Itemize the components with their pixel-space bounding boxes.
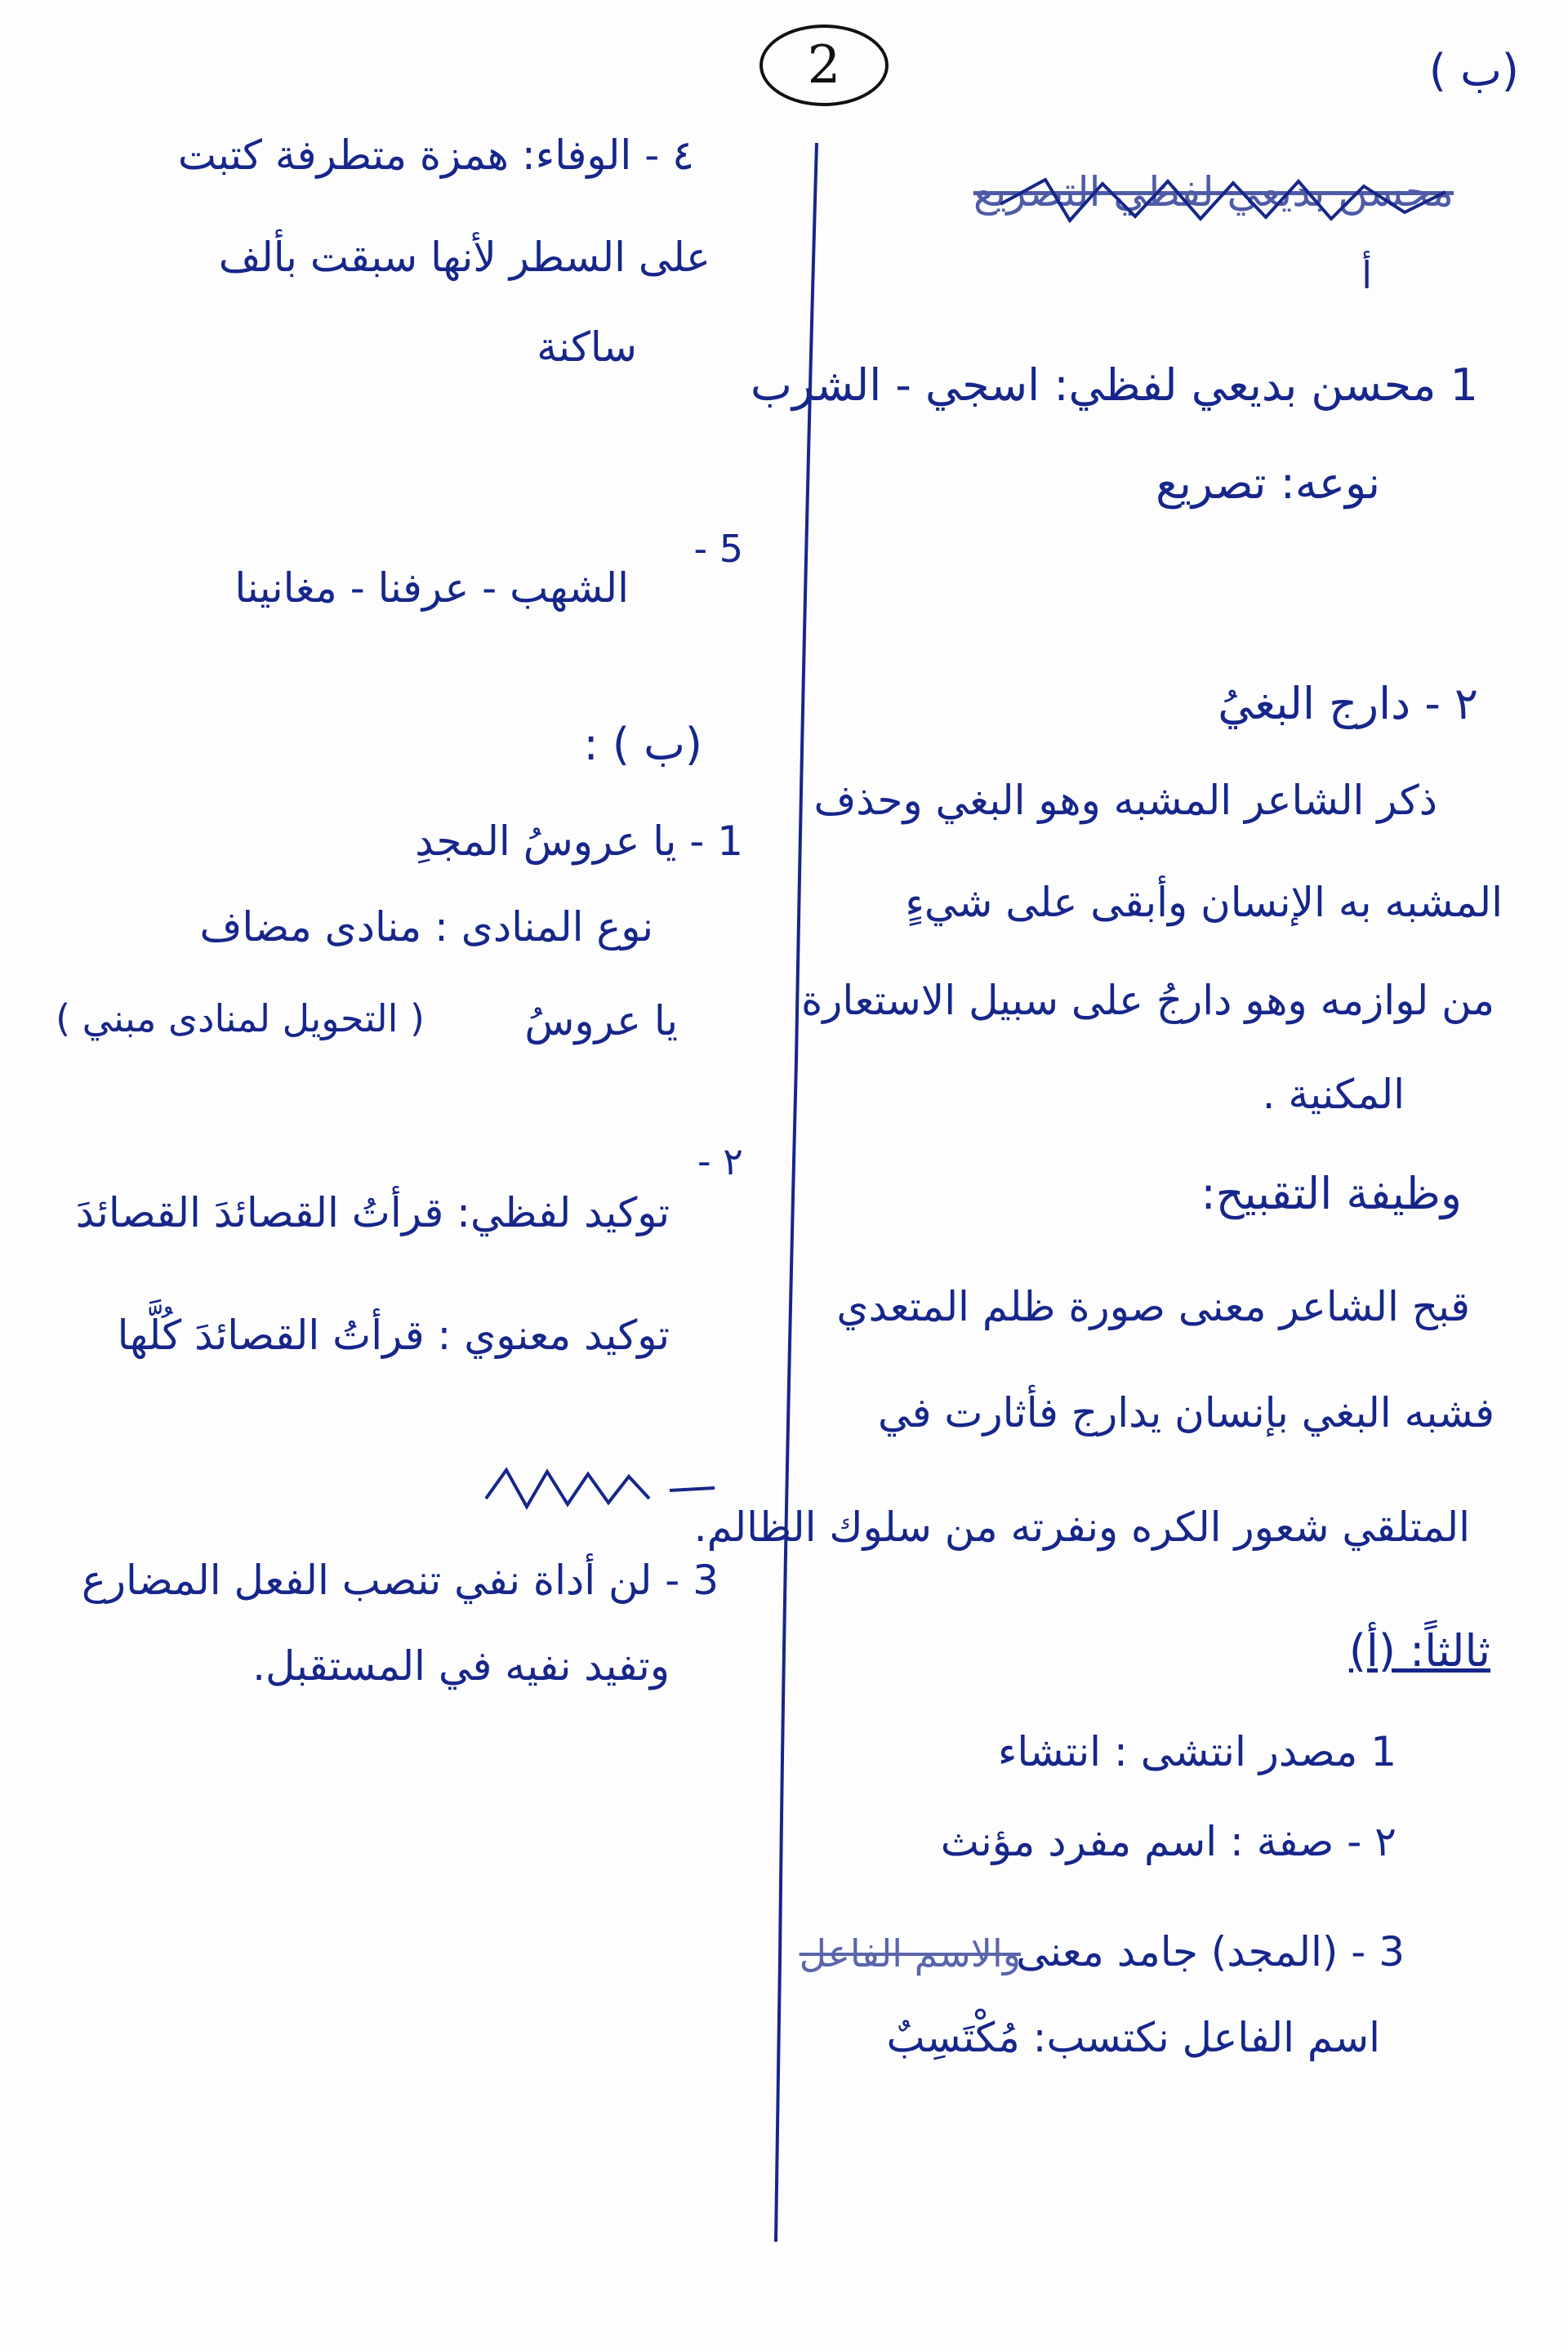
function-line1: قبح الشاعر معنى صورة ظلم المتعدي: [836, 1283, 1470, 1330]
left-b3-line1: 3 - لن أداة نفي تنصب الفعل المضارع: [81, 1557, 719, 1604]
right-item2-line1: ذكر الشاعر المشبه وهو البغي وحذف: [813, 777, 1437, 824]
right-item2-line4: المكنية .: [1262, 1071, 1405, 1118]
right-item2-line2: المشبه به الإنسان وأبقى على شيءٍ: [905, 879, 1503, 926]
right-item1-line1: 1 محسن بديعي لفظي: اسجي - الشرب: [750, 359, 1478, 411]
function-line3: المتلقي شعور الكره ونفرته من سلوك الظالم.: [693, 1503, 1470, 1551]
left-section-b-header: (ب ) :: [583, 719, 702, 770]
third-item3: 3 - (المجد) جامد معنى: [1016, 1928, 1405, 1976]
function-label: وظيفة التقبيح:: [1200, 1168, 1462, 1219]
crossed-mark: أ: [1361, 253, 1372, 297]
third-item2: ٢ - صفة : اسم مفرد مؤنث: [940, 1818, 1396, 1865]
right-item2-heading: ٢ - دارج البغيُ: [1218, 678, 1478, 729]
function-line2: فشبه البغي بإنسان يدارج فأثارت في: [877, 1389, 1494, 1437]
third-item3-crossed: والاسم الفاعل: [799, 1931, 1021, 1976]
page-number: 2: [807, 35, 841, 96]
third-section-heading: ثالثاً: (أ): [1348, 1625, 1490, 1677]
left-b1-line1: 1 - يا عروسُ المجدِ: [415, 817, 743, 865]
right-section-b-header: (ب ): [1428, 45, 1519, 96]
left-item4-line3: ساكنة: [537, 323, 637, 371]
right-item1-line2: نوعه: تصريع: [1156, 457, 1380, 509]
left-item4-line2: على السطر لأنها سبقت بألف: [218, 234, 710, 281]
third-item4: اسم الفاعل نكتسب: مُكْتَسِبٌ: [886, 2014, 1380, 2061]
left-b1-line3a: يا عروسُ: [524, 997, 678, 1045]
left-b3-line2: وتفيد نفيه في المستقبل.: [252, 1642, 670, 1690]
scribble-mark-left: [482, 1462, 719, 1519]
right-item2-line3: من لوازمه وهو دارجُ على سبيل الاستعارة: [801, 977, 1494, 1024]
third-item1: 1 مصدر انتشى : انتشاء: [997, 1728, 1396, 1775]
scribble-mark: [996, 172, 1454, 237]
crossed-out-heading: محسن بديعي لفظي التصريع: [973, 168, 1454, 216]
left-b1-line3b: ( التحويل لمنادى مبني ): [56, 996, 425, 1040]
left-b2-number: ٢ -: [697, 1139, 743, 1183]
left-b2-line1: توكيد لفظي: قرأتُ القصائدَ القصائدَ: [75, 1189, 670, 1236]
left-item5-number: 5 -: [693, 527, 743, 571]
left-b2-line2: توكيد معنوي : قرأتُ القصائدَ كُلَّها: [117, 1312, 670, 1359]
left-b1-line2: نوع المنادى : منادى مضاف: [199, 903, 653, 951]
left-item5-text: الشهب - عرفنا - مغانينا: [234, 564, 629, 612]
left-item4-line1: ٤ - الوفاء: همزة متطرفة كتبت: [177, 131, 694, 179]
